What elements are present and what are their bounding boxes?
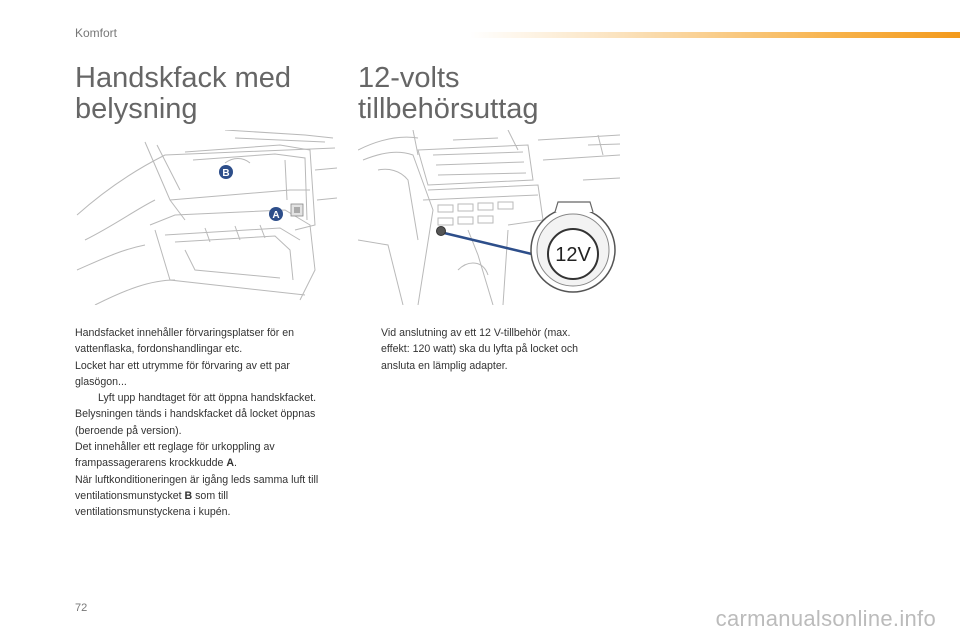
socket-description <box>358 325 598 374</box>
glovebox-para-1: Handsfacket innehåller förvaringsplatser för en vattenflaska, fordonshandlingar etc. <box>75 327 295 356</box>
glovebox-para-5 <box>75 472 340 521</box>
bullet-mark-icon <box>75 390 98 406</box>
glovebox-para-4-bold: A <box>226 457 234 470</box>
header-rule <box>470 32 960 38</box>
title-glovebox-line1: Handskfack med <box>75 62 291 94</box>
header-section: Komfort <box>75 26 118 40</box>
callout-a-label: A <box>272 210 280 221</box>
glovebox-para-3: Belysningen tänds i handskfacket då locket öppnas (beroende på version). <box>75 408 316 437</box>
watermark: carmanualsonline.info <box>715 606 936 631</box>
title-12v-socket <box>358 63 539 125</box>
glovebox-illustration <box>75 130 337 305</box>
glovebox-bullet-text: Lyft upp handtaget för att öppna handskfacket. <box>98 392 317 405</box>
title-12v-line1: 12-volts <box>358 62 460 94</box>
glovebox-para-2: Locket har ett utrymme för förvaring av ett par glasögon... <box>75 359 290 388</box>
glovebox-para-4-pre: Det innehåller ett reglage för urkoppling av frampassagerarens krockkudde <box>75 441 275 470</box>
socket-bullet-text: Vid anslutning av ett 12 V-tillbehör (max. effekt: 120 watt) ska du lyfta på locket och ansluta en lämplig adapter. <box>381 327 579 372</box>
glovebox-para-4 <box>75 439 340 472</box>
title-12v-line2: tillbehörsuttag <box>358 93 539 125</box>
bullet-mark-icon <box>358 325 381 374</box>
glovebox-para-5-bold: B <box>184 489 193 502</box>
glovebox-para-5-pre: När luftkonditioneringen är igång leds samma luft till ventilationsmunstycket <box>75 473 319 502</box>
page-number: 72 <box>75 602 88 614</box>
socket-bullet-connect <box>358 325 598 374</box>
socket-illustration <box>358 130 620 305</box>
glovebox-para-4-post: . <box>234 457 237 470</box>
socket-12v-label: 12V <box>555 244 591 266</box>
callout-b-label: B <box>222 168 230 179</box>
title-glovebox <box>75 63 291 125</box>
glovebox-description <box>75 325 340 521</box>
glovebox-bullet-open <box>75 390 340 406</box>
glovebox-para-5-post: som till ventilationsmunstyckena i kupén. <box>75 489 231 519</box>
title-glovebox-line2: belysning <box>75 93 198 125</box>
